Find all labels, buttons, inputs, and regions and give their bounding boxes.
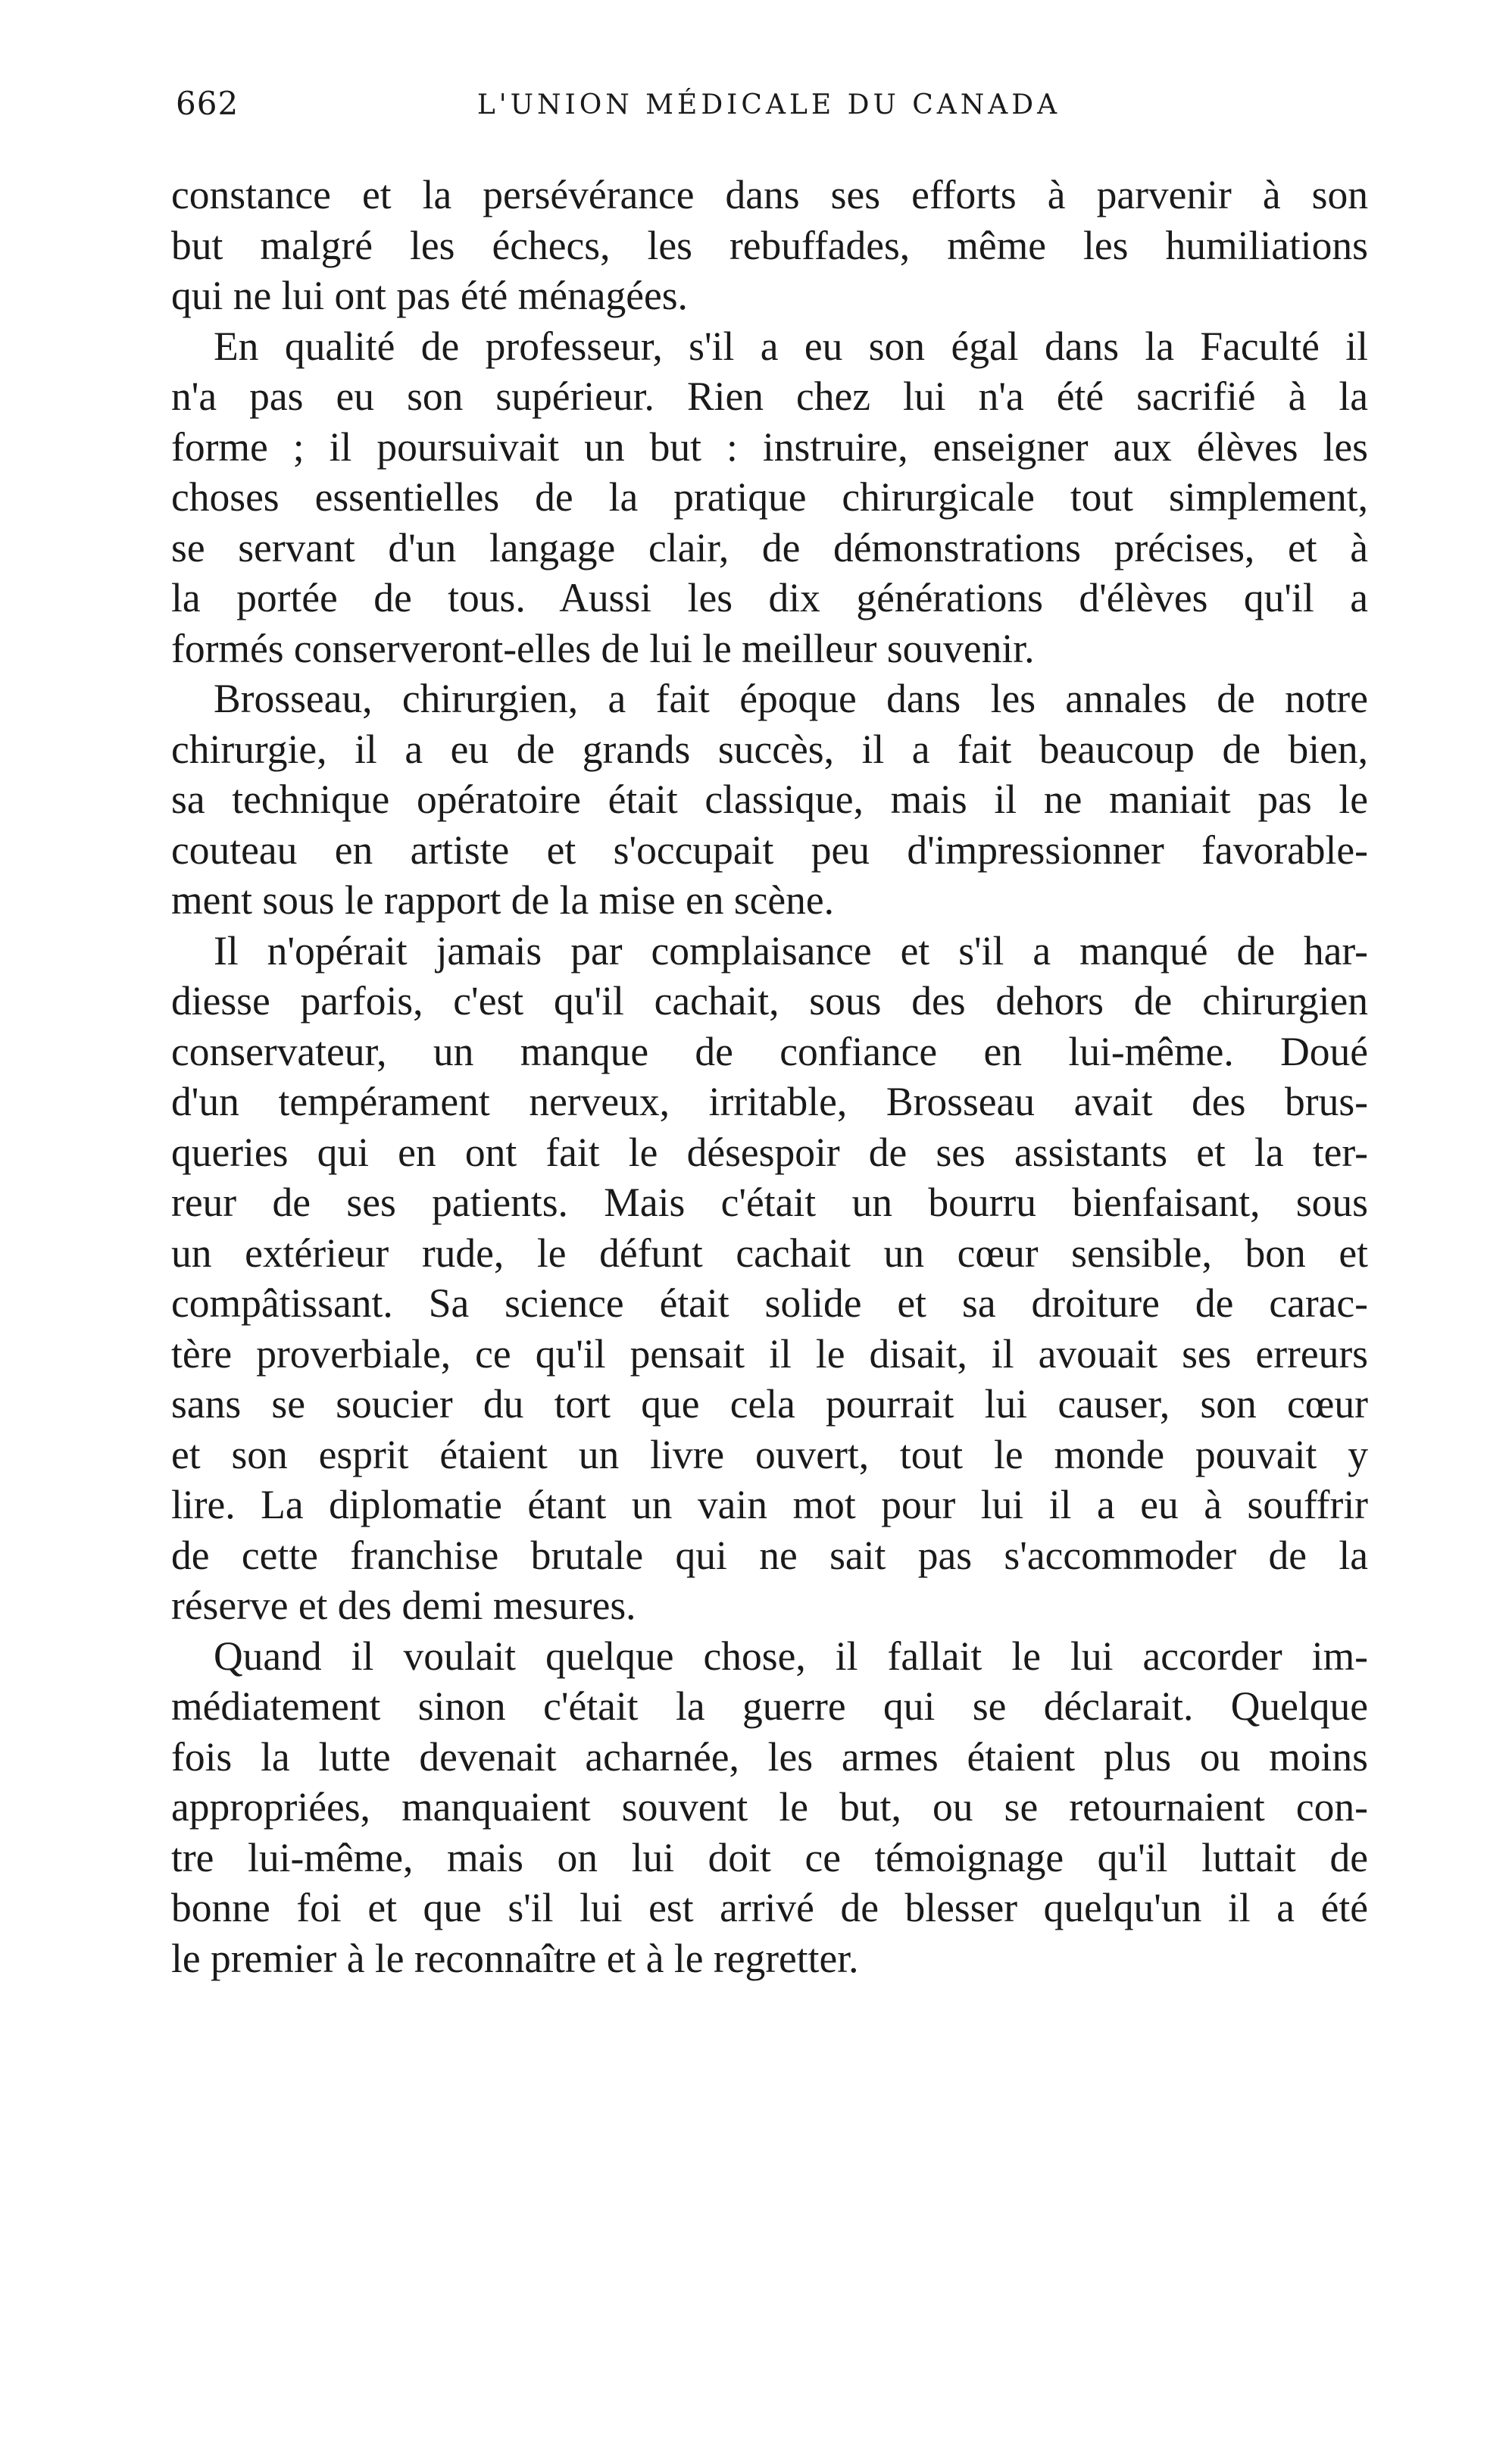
text-line: reur de ses patients. Mais c'était un bourru bienfaisant, sous [171, 1180, 1368, 1225]
text-line: compâtissant. Sa science était solide et sa droiture de carac- [171, 1280, 1368, 1326]
text-line: lire. La diplomatie étant un vain mot pour lui il a eu à souffrir [171, 1482, 1368, 1527]
text-line: n'a pas eu son supérieur. Rien chez lui n'a été sacrifié à la [171, 373, 1368, 419]
text-line: qui ne lui ont pas été ménagées. [171, 273, 688, 318]
text-line: Brosseau, chirurgien, a fait époque dans les annales de notre [214, 676, 1368, 721]
text-line: sans se soucier du tort que cela pourrait lui causer, son cœur [171, 1381, 1368, 1427]
running-title: L'UNION MÉDICALE DU CANADA [476, 89, 1061, 120]
text-line: chirurgie, il a eu de grands succès, il a fait beaucoup de bien, [171, 726, 1368, 772]
text-line: appropriées, manquaient souvent le but, ou se retournaient con- [171, 1784, 1368, 1830]
text-line: choses essentielles de la pratique chirurgicale tout simplement, [171, 474, 1368, 520]
text-line: d'un tempérament nerveux, irritable, Brosseau avait des brus- [171, 1079, 1368, 1124]
text-line: queries qui en ont fait le désespoir de ses assistants et la ter- [171, 1129, 1368, 1175]
text-line: tère proverbiale, ce qu'il pensait il le disait, il avouait ses erreurs [171, 1330, 1368, 1377]
paragraph [171, 674, 1368, 926]
paragraph [171, 321, 1368, 674]
text-line: diesse parfois, c'est qu'il cachait, sous des dehors de chirurgien [171, 978, 1368, 1024]
text-line: et son esprit étaient un livre ouvert, tout le monde pouvait y [171, 1431, 1368, 1477]
paragraph [171, 170, 1368, 321]
text-line: sa technique opératoire était classique, mais il ne maniait pas le [171, 777, 1368, 822]
text-line: En qualité de professeur, s'il a eu son égal dans la Faculté il [214, 323, 1368, 369]
page-header [167, 85, 1371, 130]
body-text [171, 170, 1368, 1983]
text-line: le premier à le reconnaître et à le regretter. [171, 1935, 859, 1981]
text-line: réserve et des demi mesures. [171, 1583, 636, 1628]
text-line: bonne foi et que s'il lui est arrivé de blesser quelqu'un il a été [171, 1885, 1368, 1930]
text-line: constance et la persévérance dans ses efforts à parvenir à son [171, 172, 1368, 217]
text-line: médiatement sinon c'était la guerre qui se déclarait. Quelque [171, 1683, 1368, 1729]
text-line: fois la lutte devenait acharnée, les armes étaient plus ou moins [171, 1733, 1368, 1780]
text-line: un extérieur rude, le défunt cachait un cœur sensible, bon et [171, 1230, 1368, 1276]
paragraph [171, 1631, 1368, 1984]
text-line: tre lui-même, mais on lui doit ce témoignage qu'il luttait de [171, 1834, 1368, 1880]
paragraph [171, 926, 1368, 1631]
text-line: couteau en artiste et s'occupait peu d'impressionner favorable- [171, 827, 1368, 873]
text-line: but malgré les échecs, les rebuffades, même les humiliations [171, 222, 1368, 268]
text-line: forme ; il poursuivait un but : instruire, enseigner aux élèves les [171, 424, 1368, 470]
text-line: ment sous le rapport de la mise en scène. [171, 877, 835, 923]
text-line: de cette franchise brutale qui ne sait pas s'accommoder de la [171, 1532, 1368, 1578]
text-line: conservateur, un manque de confiance en lui-même. Doué [171, 1028, 1368, 1074]
text-line: formés conserveront-elles de lui le meilleur souvenir. [171, 625, 1035, 671]
text-line: Il n'opérait jamais par complaisance et s'il a manqué de har- [214, 927, 1368, 974]
text-line: Quand il voulait quelque chose, il fallait le lui accorder im- [214, 1633, 1368, 1679]
text-line: la portée de tous. Aussi les dix générations d'élèves qu'il a [171, 575, 1368, 620]
text-line: se servant d'un langage clair, de démonstrations précises, et à [171, 524, 1368, 570]
page-number: 662 [176, 85, 239, 122]
